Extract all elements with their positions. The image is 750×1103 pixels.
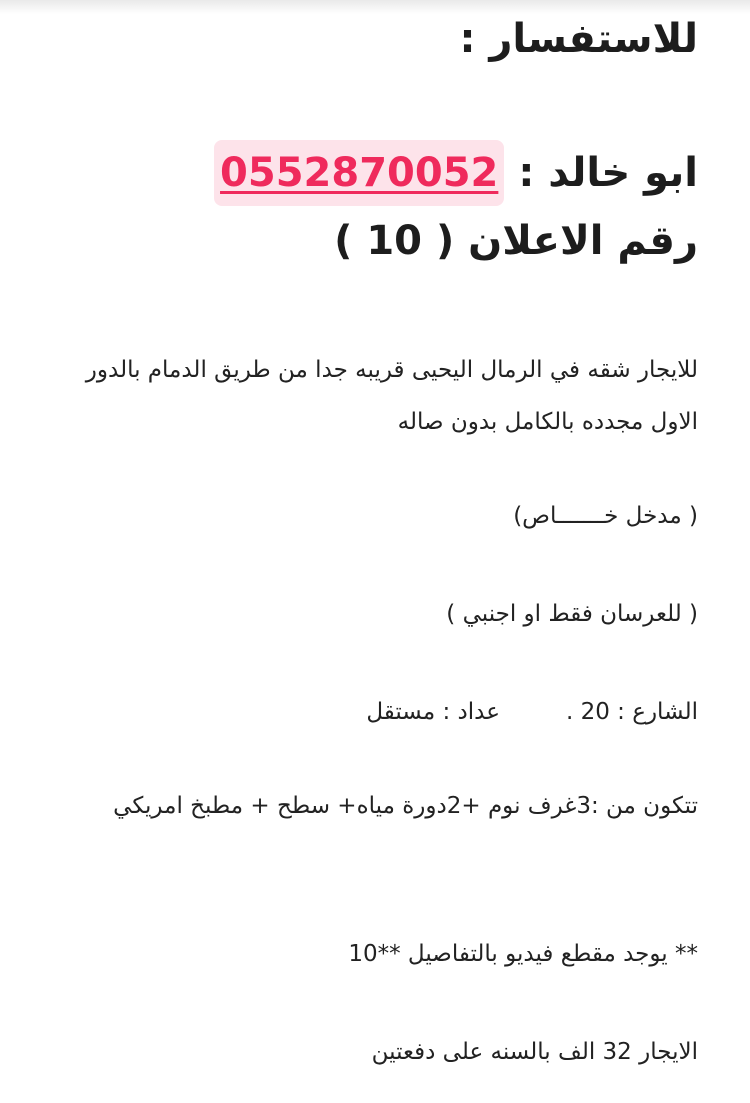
private-entrance-note: ( مدخل خـــــــاص) xyxy=(513,503,698,529)
ad-number-heading: رقم الاعلان ( 10 ) xyxy=(334,218,698,264)
contact-name-label: ابو خالد : xyxy=(518,150,698,196)
phone-highlight xyxy=(214,140,504,206)
inquiry-heading: للاستفسار : xyxy=(459,16,698,62)
rooms-description: تتكون من :3غرف نوم +2دورة مياه+ سطح + مطبخ امريكي xyxy=(113,793,698,819)
phone-number-link[interactable]: 0552870052 xyxy=(220,150,499,196)
contact-row xyxy=(214,140,698,206)
street-meter-row xyxy=(366,686,698,738)
ad-description: للايجار شقه في الرمال اليحيى قريبه جدا من طريق الدمام بالدور الاول مجدده بالكامل بدون صاله xyxy=(85,357,698,435)
tenants-note: ( للعرسان فقط او اجنبي ) xyxy=(446,601,698,627)
meter-info: عداد : مستقل xyxy=(366,699,500,725)
street-width: الشارع : 20 . xyxy=(565,699,698,725)
video-note: ** يوجد مقطع فيديو بالتفاصيل **10 xyxy=(348,941,698,967)
rent-price: الايجار 32 الف بالسنه على دفعتين xyxy=(371,1039,698,1065)
